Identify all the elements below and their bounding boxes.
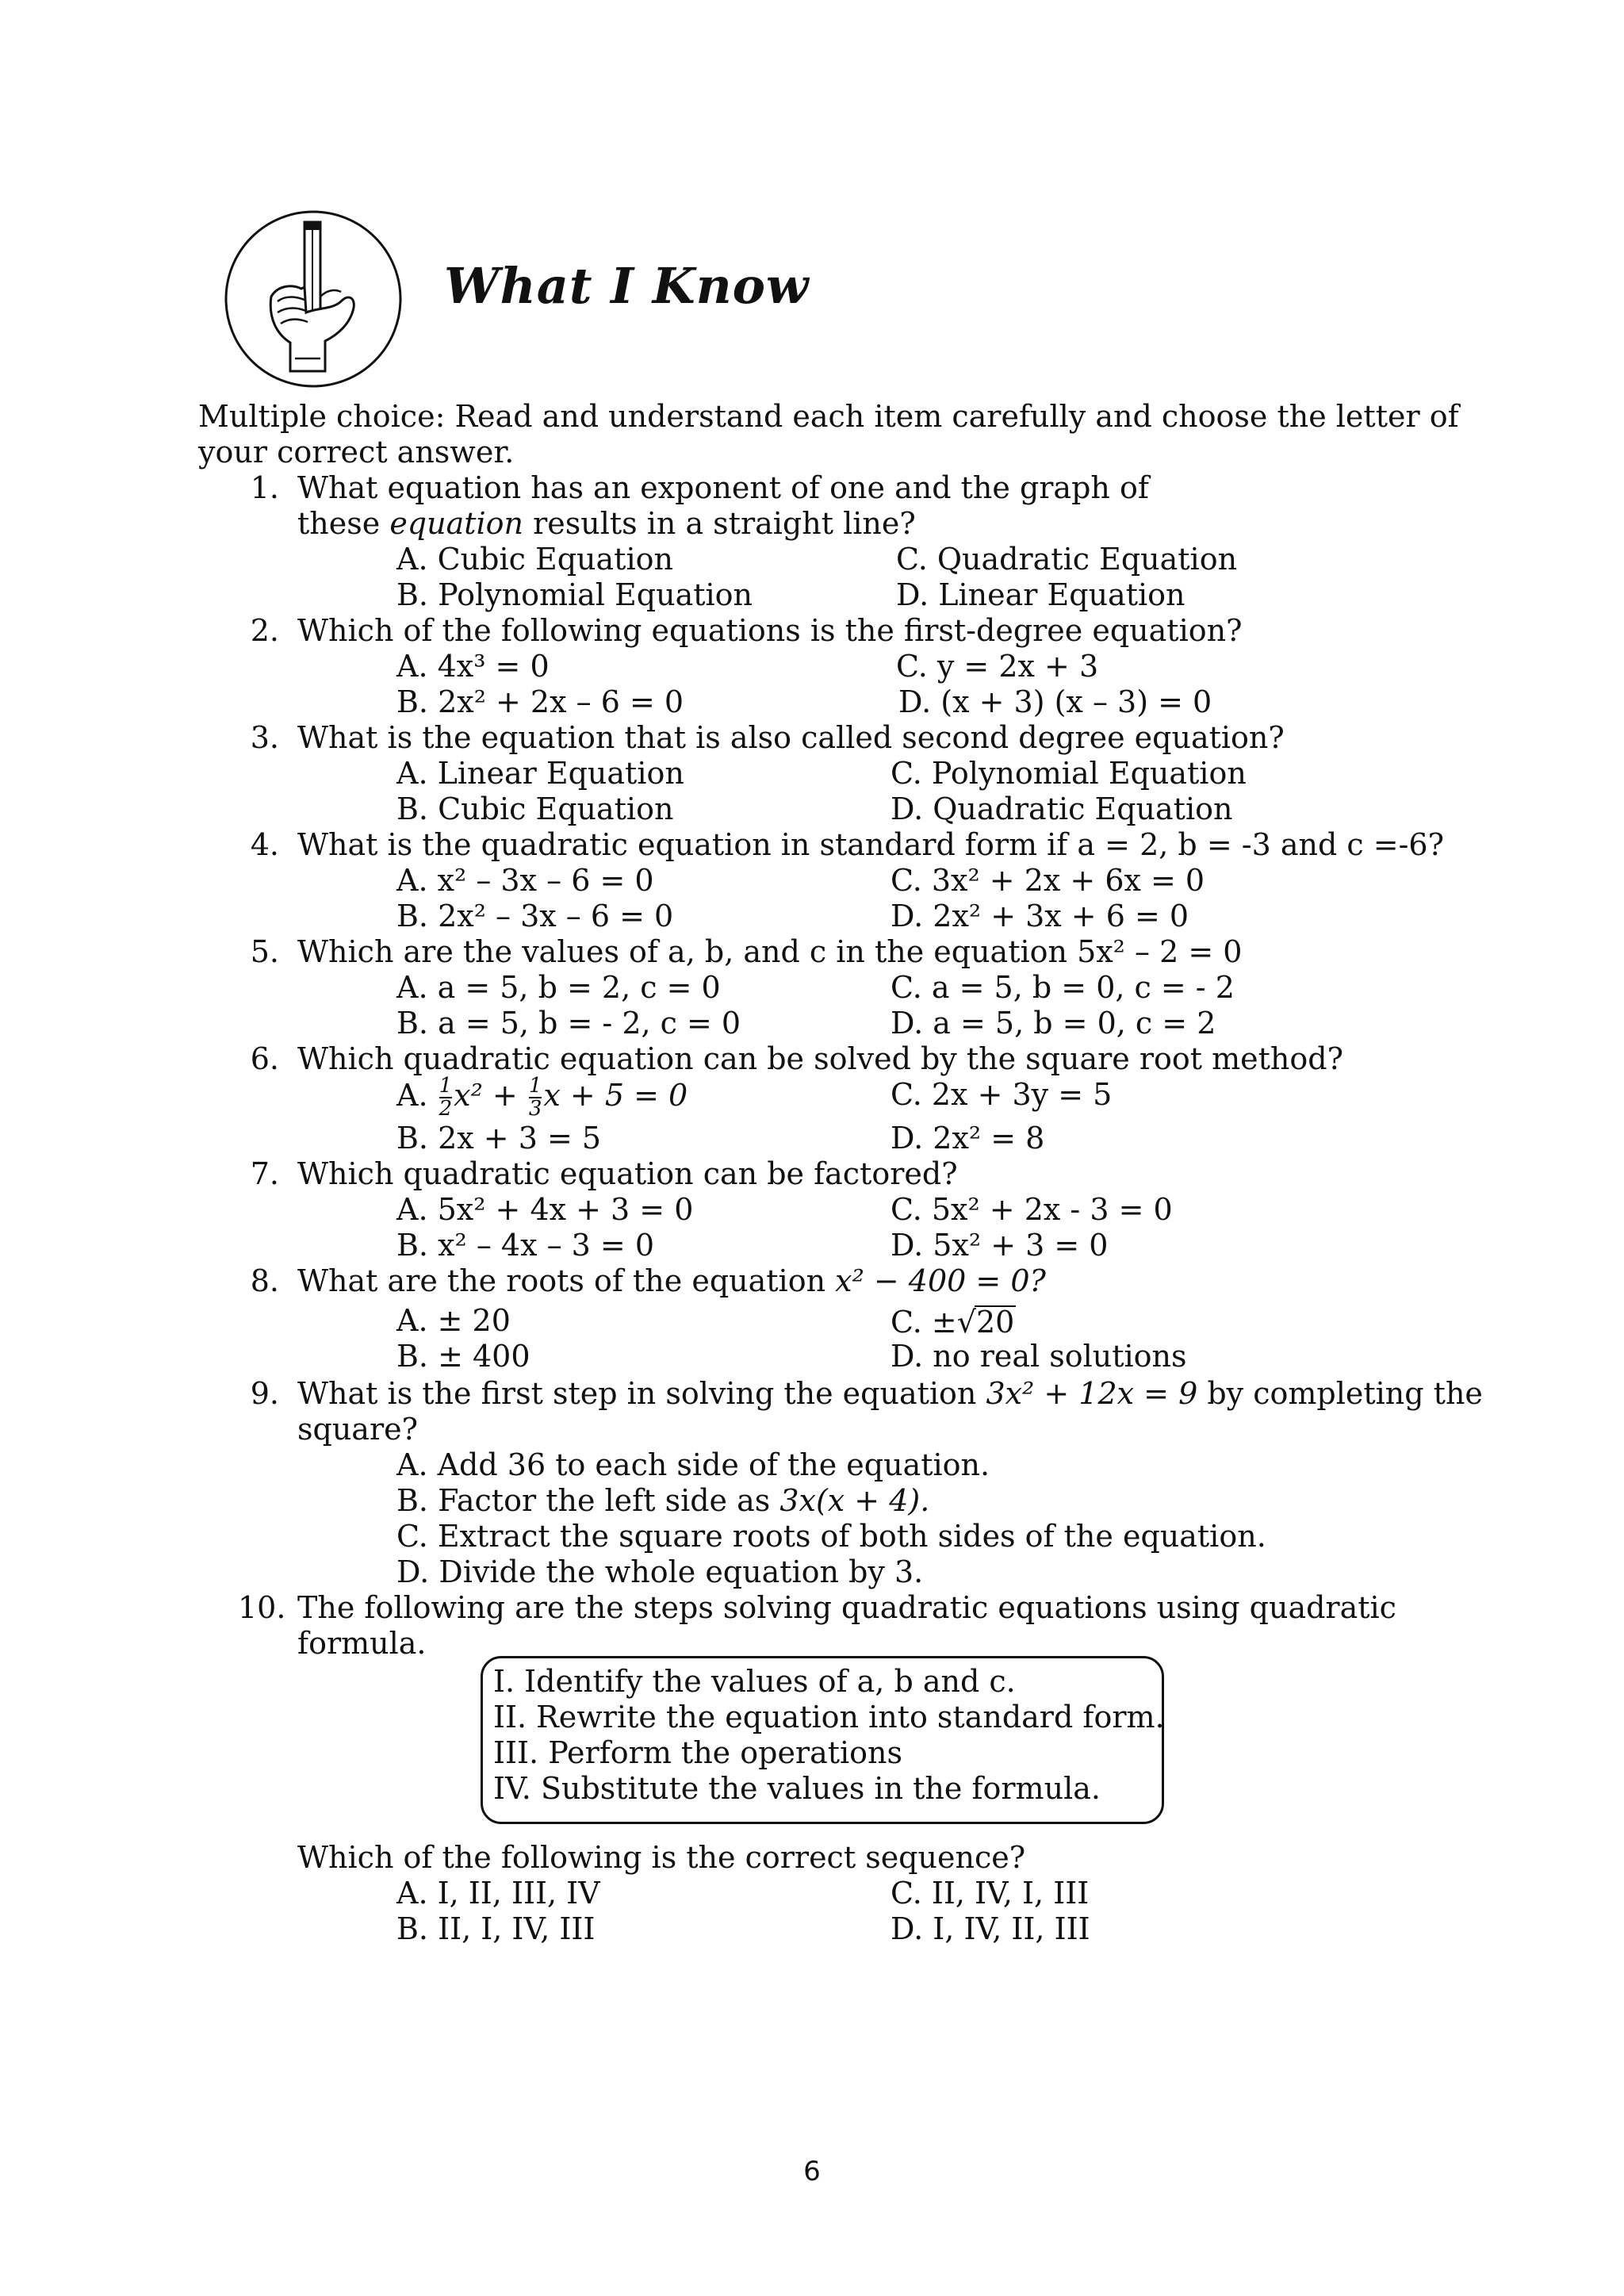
choice-c: C. Extract the square roots of both sides of the equation. [396,1519,1266,1554]
choice-c: C. Quadratic Equation [896,542,1238,577]
choice-c: C. II, IV, I, III [891,1876,1090,1911]
choice-a: A. Cubic Equation [396,542,673,577]
question-1-text: What equation has an exponent of one and the graph of [297,470,1149,505]
choice-a: A. $\frac{1}{2}$ x² + $\frac{1}{3}$ x + 5 = 0 [396,1074,688,1121]
choice-d: D. 5x² + 3 = 0 [891,1228,1109,1263]
question-number: 9. [250,1376,279,1411]
choice-a: A. 5x² + 4x + 3 = 0 [396,1192,694,1227]
fraction: $\frac{1}{2}$ [439,1074,453,1121]
question-number: 5. [250,934,279,969]
page-number: 6 [803,2156,821,2187]
choice-b: B. Factor the left side as 3x(x + 4). [396,1483,930,1518]
question-number: 8. [250,1263,279,1298]
question-3-text: What is the equation that is also called second degree equation? [297,720,1285,755]
choice-a: A. I, II, III, IV [396,1876,600,1911]
choice-c: C. 3x² + 2x + 6x = 0 [891,863,1205,898]
choice-d: D. (x + 3) (x – 3) = 0 [898,684,1212,719]
question-6-text: Which quadratic equation can be solved by the square root method? [297,1041,1343,1076]
choice-b: B. a = 5, b = - 2, c = 0 [396,1006,741,1041]
question-9-text: What is the first step in solving the equation 3x² + 12x = 9 by completing the [297,1376,1483,1411]
choice-a: A. Linear Equation [396,756,684,791]
choice-c: C. y = 2x + 3 [896,649,1099,684]
instructions-line-1: Multiple choice: Read and understand each item carefully and choose the letter of [198,399,1459,434]
question-2-text: Which of the following equations is the first-degree equation? [297,613,1243,648]
instructions-line-2: your correct answer. [198,435,515,470]
choice-b: B. Polynomial Equation [396,577,753,612]
choice-b: B. 2x² – 3x – 6 = 0 [396,899,674,933]
step-item: IV. Substitute the values in the formula. [493,1771,1101,1806]
choice-a: A. 4x³ = 0 [396,649,550,684]
choice-b: B. 2x + 3 = 5 [396,1121,602,1156]
choice-d: D. Divide the whole equation by 3. [396,1554,924,1589]
choice-d: D. 2x² = 8 [891,1121,1045,1156]
choice-a: A. Add 36 to each side of the equation. [396,1447,990,1482]
choice-c: C. Polynomial Equation [891,756,1247,791]
choice-a: A. ± 20 [396,1303,511,1338]
choice-b: B. Cubic Equation [396,792,674,826]
choice-d: D. no real solutions [891,1339,1187,1374]
choice-b: B. x² – 4x – 3 = 0 [396,1228,655,1263]
choice-d: D. Linear Equation [896,577,1185,612]
question-number: 2. [250,613,279,648]
question-number: 7. [250,1156,279,1191]
choice-d: D. 2x² + 3x + 6 = 0 [891,899,1189,933]
question-9-text-cont: square? [297,1412,418,1447]
step-item: II. Rewrite the equation into standard form. [493,1700,1165,1734]
question-number: 3. [250,720,279,755]
question-7-text: Which quadratic equation can be factored? [297,1156,958,1191]
choice-d: D. a = 5, b = 0, c = 2 [891,1006,1216,1041]
hand-pencil-icon [222,208,404,390]
question-10-text-cont: formula. [297,1626,427,1661]
choice-b: B. 2x² + 2x – 6 = 0 [396,684,684,719]
choice-b: B. II, I, IV, III [396,1911,596,1946]
choice-c: C. a = 5, b = 0, c = - 2 [891,970,1235,1005]
question-10-text: The following are the steps solving quadratic equations using quadratic [297,1590,1396,1625]
choice-a: A. a = 5, b = 2, c = 0 [396,970,721,1005]
question-10-prompt: Which of the following is the correct sequence? [297,1840,1026,1875]
choice-a: A. x² – 3x – 6 = 0 [396,863,654,898]
question-number: 10. [238,1590,286,1625]
choice-c: C. ±√20 [891,1305,1015,1340]
question-number: 6. [250,1041,279,1076]
question-number: 1. [250,470,279,505]
question-8-text: What are the roots of the equation x² − 400 = 0? [297,1263,1046,1298]
fraction: $\frac{1}{3}$ [528,1074,542,1121]
question-4-text: What is the quadratic equation in standard form if a = 2, b = -3 and c =-6? [297,827,1444,862]
choice-d: D. I, IV, II, III [891,1911,1090,1946]
page-title: What I Know [444,257,810,315]
step-item: I. Identify the values of a, b and c. [493,1664,1016,1699]
choice-c: C. 5x² + 2x - 3 = 0 [891,1192,1173,1227]
step-item: III. Perform the operations [493,1735,903,1770]
question-number: 4. [250,827,279,862]
choice-d: D. Quadratic Equation [891,792,1233,826]
choice-b: B. ± 400 [396,1339,530,1374]
choice-c: C. 2x + 3y = 5 [891,1077,1113,1112]
question-1-text-cont: these equation results in a straight line? [297,506,916,541]
question-5-text: Which are the values of a, b, and c in the equation 5x² – 2 = 0 [297,934,1243,969]
